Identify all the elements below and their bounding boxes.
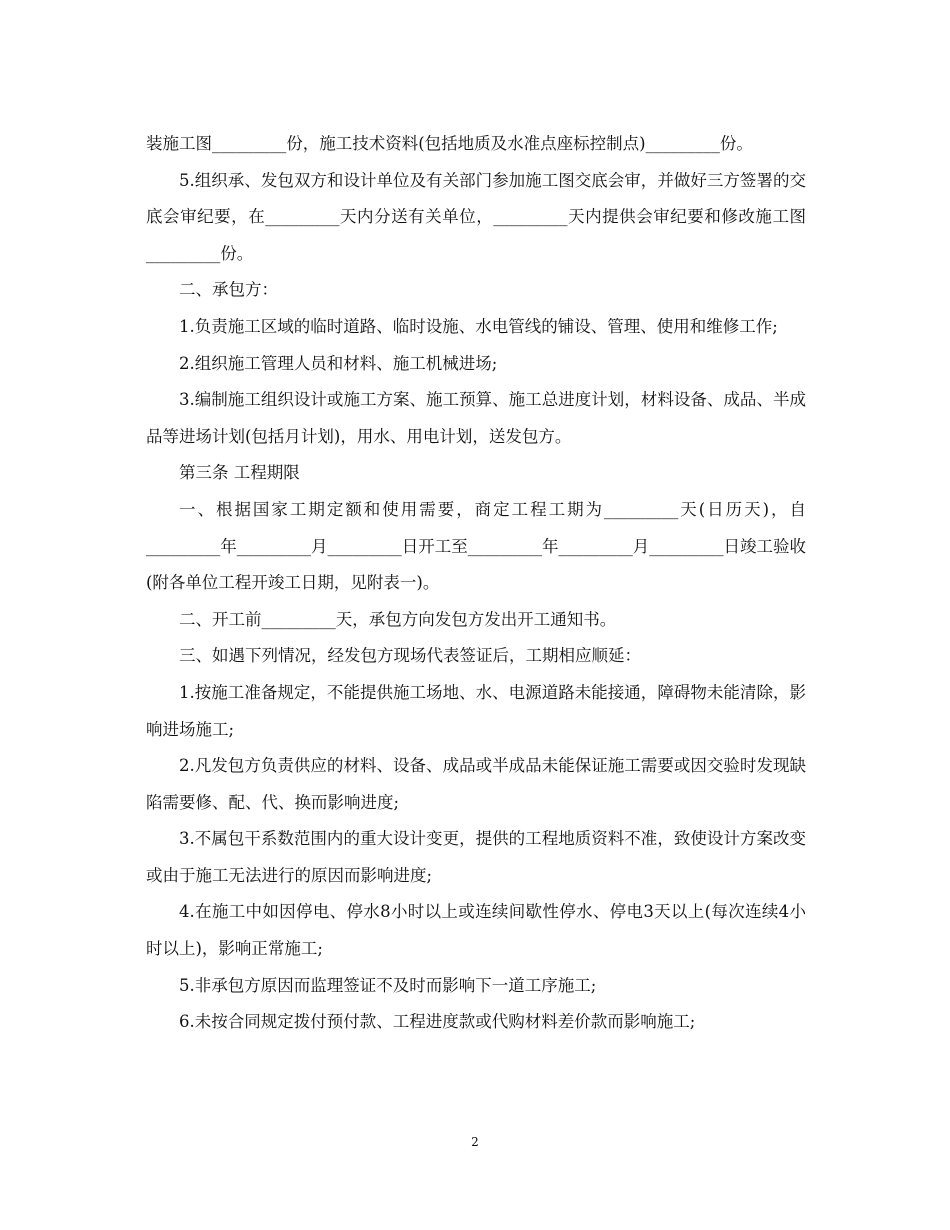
paragraph-delay-item-6: 6.未按合同规定拨付预付款、工程进度款或代购材料差价款而影响施工; [179,1012,696,1032]
contract-body-text [146,126,806,1041]
article-heading-project-period: 第三条 工程期限 [179,463,300,483]
paragraph-period-1: 一、根据国家工期定额和使用需要，商定工程工期为_________天(日历天)，自_________年_________月_________日开工至_________年_________月_________日竣工验收(附各单位工程开竣工日期，见附表一)。 [146,499,806,593]
paragraph-continuation: 装施工图_________份，施工技术资料(包括地质及水准点座标控制点)_________份。 [146,134,753,153]
paragraph-delay-item-5: 5.非承包方原因而监理签证不及时而影响下一道工序施工; [179,975,597,995]
section-heading-contractor: 二、承包方： [179,280,278,300]
paragraph-period-2: 二、开工前_________天，承包方向发包方发出开工通知书。 [179,609,617,629]
paragraph-item-5: 5.组织承、发包双方和设计单位及有关部门参加施工图交底会审，并做好三方签署的交底会审纪要，在_________天内分送有关单位，_________天内提供会审纪要和修改施工图_________份。 [146,170,806,263]
paragraph-contractor-item-2: 2.组织施工管理人员和材料、施工机械进场; [179,353,498,373]
paragraph-delay-item-3: 3.不属包干系数范围内的重大设计变更，提供的工程地质资料不准，致使设计方案改变或由于施工无法进行的原因而影响进度; [146,829,806,885]
paragraph-delay-item-2: 2.凡发包方负责供应的材料、设备、成品或半成品未能保证施工需要或因交验时发现缺陷需要修、配、代、换而影响进度; [146,756,806,812]
page-number: 2 [471,1135,479,1149]
paragraph-delay-item-4: 4.在施工中如因停电、停水8小时以上或连续间歇性停水、停电3天以上(每次连续4小时以上)，影响正常施工; [146,902,806,959]
paragraph-delay-item-1: 1.按施工准备规定，不能提供施工场地、水、电源道路未能接通，障碍物未能清除，影响进场施工; [146,682,806,739]
paragraph-contractor-item-3: 3.编制施工组织设计或施工方案、施工预算、施工总进度计划，材料设备、成品、半成品等进场计划(包括月计划)，用水、用电计划，送发包方。 [146,390,806,446]
paragraph-period-3: 三、如遇下列情况，经发包方现场代表签证后，工期相应顺延： [179,646,641,666]
paragraph-contractor-item-1: 1.负责施工区域的临时道路、临时设施、水电管线的铺设、管理、使用和维修工作; [179,316,778,336]
